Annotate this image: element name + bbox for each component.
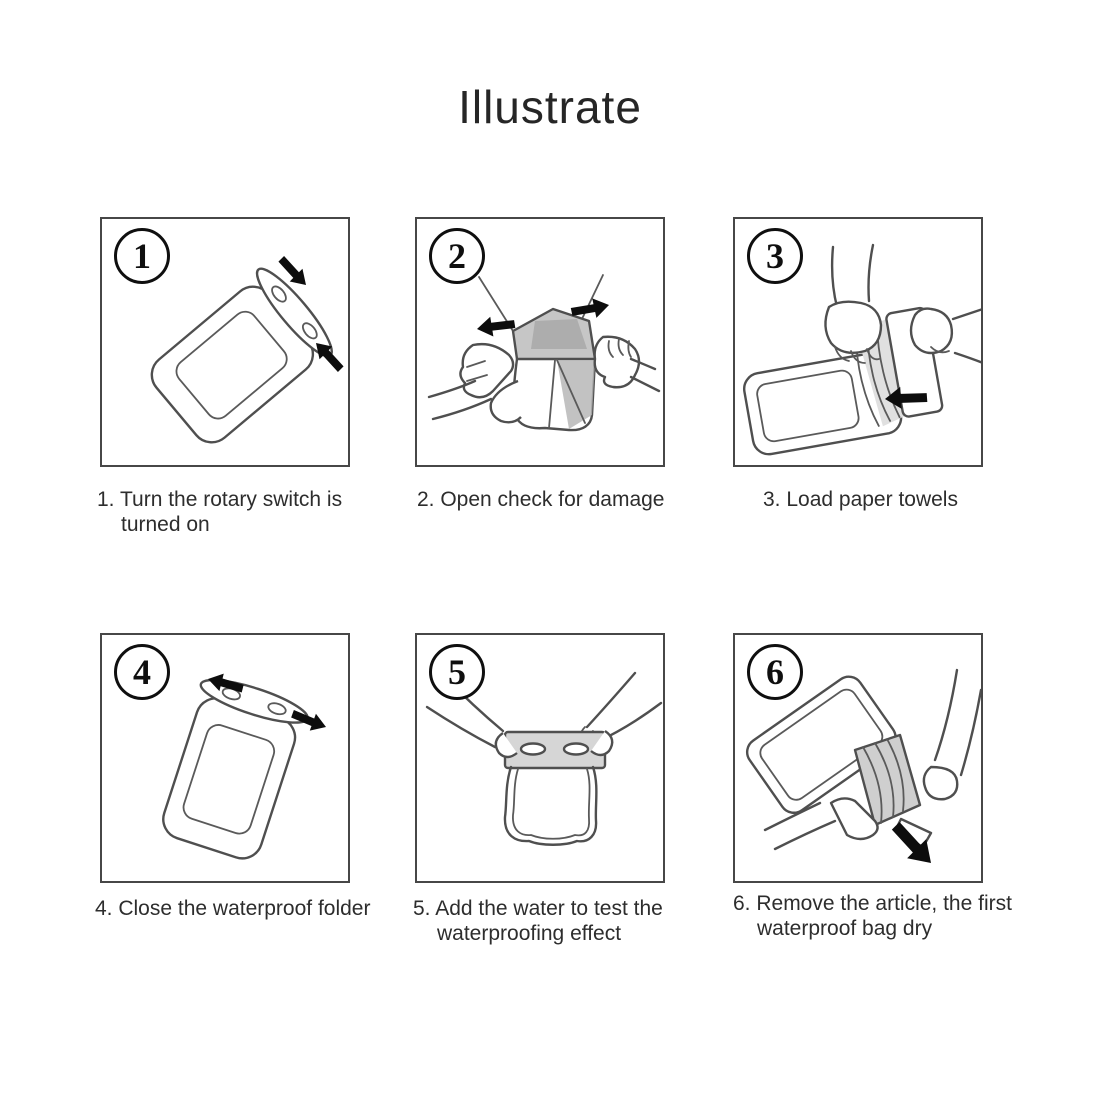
caption-line: 1. Turn the rotary switch is	[97, 488, 343, 511]
step-4-number: 4	[133, 652, 151, 692]
step-2-panel	[415, 217, 665, 467]
step-6-number-badge	[747, 644, 803, 700]
top-hand-drawing	[825, 245, 881, 363]
step-5-number: 5	[448, 652, 466, 692]
step-4-number-badge	[114, 644, 170, 700]
pull-left-arrow-icon	[475, 313, 516, 339]
step-1-caption	[97, 487, 365, 537]
caption-line: 3. Load paper towels	[763, 488, 958, 511]
caption-line: 6. Remove the article, the first	[733, 892, 1012, 915]
step-1-number-badge	[114, 228, 170, 284]
step-2-caption	[417, 487, 697, 512]
step-5-caption	[413, 896, 693, 946]
right-hand-drawing	[595, 337, 659, 391]
step-6-number: 6	[766, 652, 784, 692]
caption-line: waterproof bag dry	[757, 917, 933, 940]
pouch-drawing	[153, 672, 311, 865]
step-5-panel	[415, 633, 665, 883]
step-4-panel	[100, 633, 350, 883]
page-title: Illustrate	[458, 81, 642, 133]
step-2-number-badge	[429, 228, 485, 284]
caption-line: 2. Open check for damage	[417, 488, 665, 511]
bag-drawing	[505, 732, 605, 845]
step-3-number: 3	[766, 236, 784, 276]
caption-line: 5. Add the water to test the	[413, 897, 663, 920]
caption-line: turned on	[121, 513, 210, 536]
pouch-drawing	[140, 261, 340, 454]
step-1-number: 1	[133, 236, 151, 276]
step-5-number-badge	[429, 644, 485, 700]
caption-line: waterproofing effect	[437, 922, 622, 945]
step-2-number: 2	[448, 236, 466, 276]
step-3-panel	[733, 217, 983, 467]
step-6-panel	[733, 633, 983, 883]
step-6-caption	[733, 891, 1043, 941]
caption-line: 4. Close the waterproof folder	[95, 897, 371, 920]
step-3-caption	[763, 487, 1003, 512]
step-1-panel	[100, 217, 350, 467]
step-3-number-badge	[747, 228, 803, 284]
step-4-caption	[95, 896, 415, 921]
